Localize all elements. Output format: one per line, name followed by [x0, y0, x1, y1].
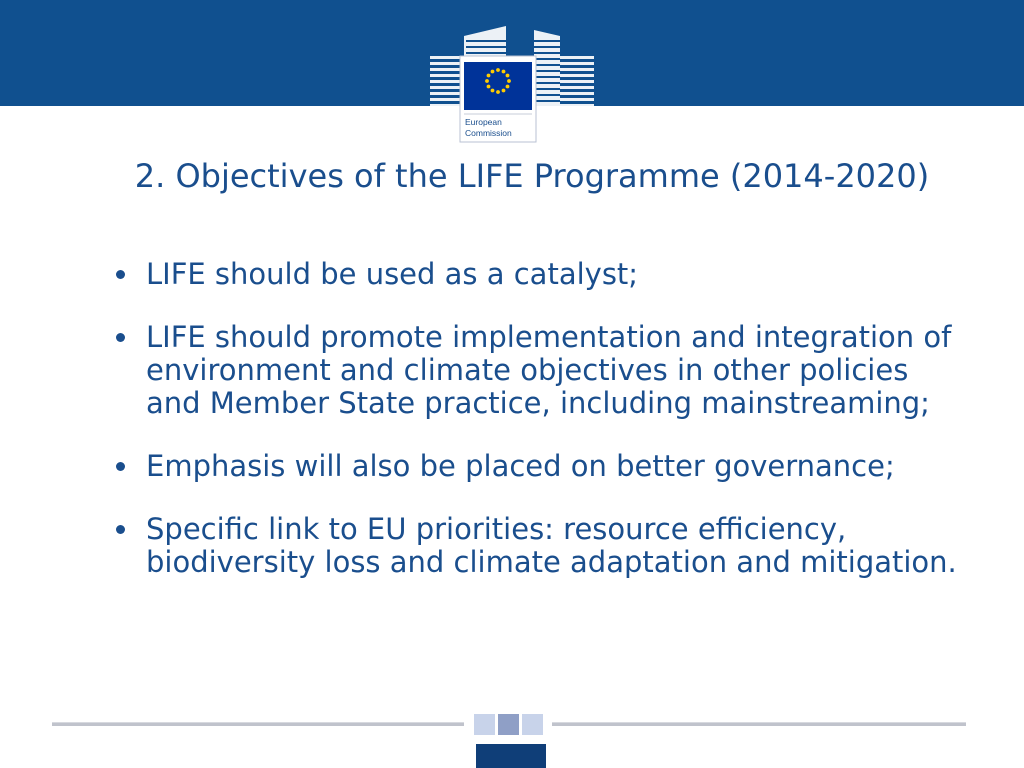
footer-block: [476, 744, 546, 768]
bullet-dot-icon: [116, 525, 125, 534]
european-commission-logo: [424, 26, 600, 144]
footer-decoration: [0, 712, 1024, 768]
ec-building-icon: [424, 26, 600, 144]
bullet-text: LIFE should be used as a catalyst;: [146, 257, 639, 291]
footer-square-icon: [474, 714, 495, 735]
footer-square-icon: [498, 714, 519, 735]
bullet-item: [114, 258, 964, 291]
logo-line-1: European: [465, 117, 502, 127]
bullet-text: Emphasis will also be placed on better governance;: [146, 449, 895, 483]
bullet-item: [114, 513, 964, 579]
footer-square-icon: [522, 714, 543, 735]
bullet-dot-icon: [116, 462, 125, 471]
logo-line-2: Commission: [465, 128, 512, 138]
footer-line-left: [52, 722, 464, 726]
bullet-item: [114, 321, 964, 420]
footer-line-right: [552, 722, 966, 726]
eu-flag-icon: [464, 62, 532, 110]
bullet-item: [114, 450, 964, 483]
bullet-dot-icon: [116, 333, 125, 342]
bullet-text: LIFE should promote implementation and integration of environment and climate objectives in other policies and Member State practice, including mainstreaming;: [146, 320, 952, 420]
bullet-dot-icon: [116, 270, 125, 279]
bullet-list: [114, 258, 964, 609]
bullet-text: Specific link to EU priorities: resource efficiency, biodiversity loss and climate adaptation and mitigation.: [146, 512, 957, 579]
slide-title: 2. Objectives of the LIFE Programme (2014-2020): [134, 157, 930, 195]
